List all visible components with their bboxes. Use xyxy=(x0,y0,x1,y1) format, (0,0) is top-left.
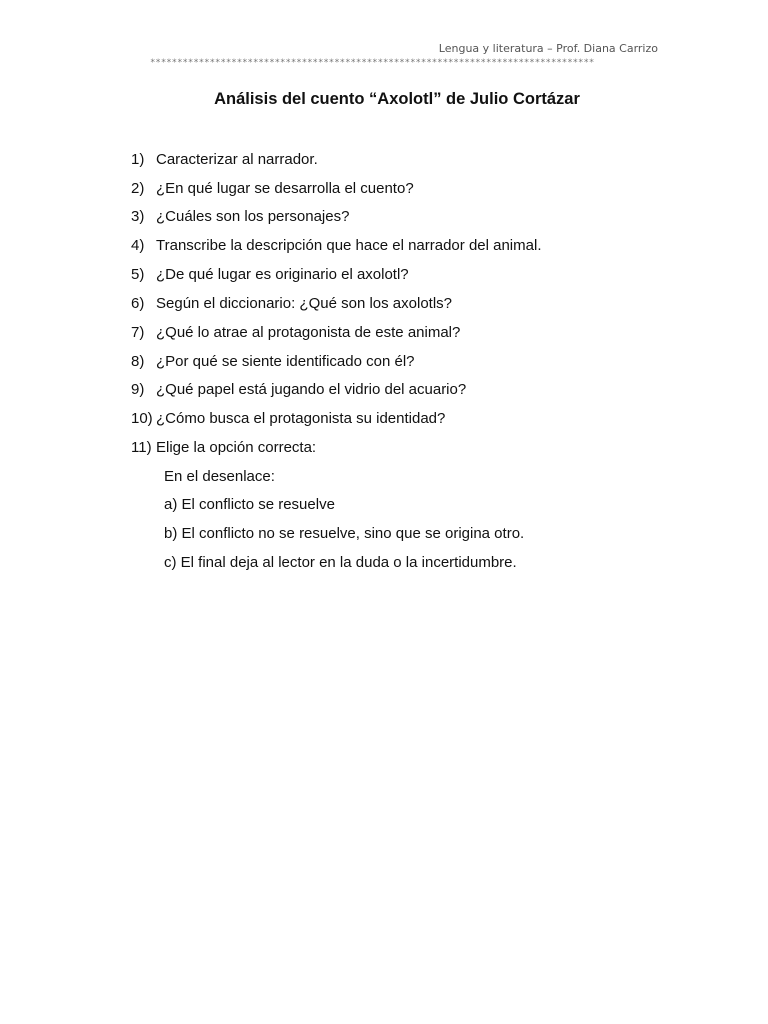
header-course: Lengua y literatura – Prof. Diana Carrizo xyxy=(438,42,658,55)
question-item xyxy=(131,295,452,313)
question-text: ¿Qué lo atrae al protagonista de este animal? xyxy=(156,324,461,341)
options-intro: En el desenlace: xyxy=(164,468,275,485)
question-item xyxy=(131,353,415,371)
option-b: b) El conflicto no se resuelve, sino que se origina otro. xyxy=(164,525,525,542)
question-text: ¿Qué papel está jugando el vidrio del acuario? xyxy=(156,381,467,398)
question-number: 5) xyxy=(131,266,145,283)
question-number: 9) xyxy=(131,381,145,398)
question-text: ¿De qué lugar es originario el axolotl? xyxy=(156,266,409,283)
question-text: Según el diccionario: ¿Qué son los axolotls? xyxy=(156,295,453,312)
question-item xyxy=(131,381,466,399)
question-number: 8) xyxy=(131,353,145,370)
question-number: 3) xyxy=(131,208,145,225)
question-item xyxy=(131,266,409,284)
question-text: Caracterizar al narrador. xyxy=(156,151,318,168)
question-item xyxy=(131,151,318,169)
question-text: ¿Cómo busca el protagonista su identidad? xyxy=(156,410,446,427)
question-text: ¿Por qué se siente identificado con él? xyxy=(156,353,415,370)
question-item xyxy=(131,208,349,226)
question-number: 1) xyxy=(131,151,145,168)
page-title: Análisis del cuento “Axolotl” de Julio Cortázar xyxy=(214,90,580,108)
question-text: Elige la opción correcta: xyxy=(156,439,317,456)
option-c: c) El final deja al lector en la duda o la incertidumbre. xyxy=(164,554,517,571)
question-item xyxy=(131,439,316,457)
question-text: ¿En qué lugar se desarrolla el cuento? xyxy=(156,180,414,197)
option-a: a) El conflicto se resuelve xyxy=(164,496,335,513)
question-text: ¿Cuáles son los personajes? xyxy=(156,208,350,225)
question-number: 10) xyxy=(131,410,153,427)
question-number: 4) xyxy=(131,237,145,254)
question-number: 11) xyxy=(131,439,152,456)
question-number: 7) xyxy=(131,324,145,341)
question-number: 6) xyxy=(131,295,145,312)
question-number: 2) xyxy=(131,180,145,197)
question-item xyxy=(131,410,445,428)
question-item xyxy=(131,324,460,342)
question-text: Transcribe la descripción que hace el narrador del animal. xyxy=(156,237,542,254)
question-item xyxy=(131,237,541,255)
header-rule: ********************************************************************************** xyxy=(150,58,595,68)
question-item xyxy=(131,180,414,198)
